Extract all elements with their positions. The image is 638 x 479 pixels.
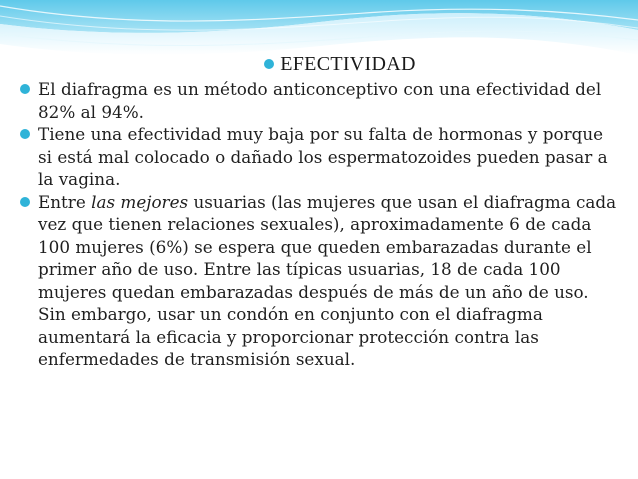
bullet-text-3-suffix: usuarias (las mujeres que usan el diafragma cada vez que tienen relaciones sexuales), aproximadamente 6 de cada 100 mujeres (6%) se espera que queden embarazadas durante el primer año de uso. Entre las típicas usuarias, 18 de cada 100 mujeres quedan embarazadas después de más de un año de uso. Sin embargo, usar un condón en conjunto con el diafragma aumentará la eficacia y proporcionar protección contra las enfermedades de transmisión sexual.	[38, 191, 617, 369]
bullet-text-3	[38, 191, 620, 371]
bullet-text-2: Tiene una efectividad muy baja por su falta de hormonas y porque si está mal colocado o dañado los espermatozoides pueden pasar a la vagina.	[38, 124, 608, 189]
bullet-text-3-emphasis: las mejores	[91, 191, 189, 212]
slide-content	[20, 50, 620, 371]
slide-title: EFECTIVIDAD	[280, 52, 416, 75]
bullet-list	[20, 78, 620, 371]
bullet-item-1	[20, 78, 620, 123]
bullet-item-2	[20, 123, 620, 191]
bullet-dot-icon	[264, 59, 274, 69]
bullet-item-3	[20, 191, 620, 371]
slide-title-row	[60, 50, 620, 78]
bullet-dot-icon	[20, 84, 30, 94]
bullet-text-1: El diafragma es un método anticonceptivo con una efectividad del 82% al 94%.	[38, 79, 602, 122]
bullet-dot-icon	[20, 197, 30, 207]
bullet-dot-icon	[20, 129, 30, 139]
bullet-text-3-prefix: Entre	[38, 191, 92, 212]
